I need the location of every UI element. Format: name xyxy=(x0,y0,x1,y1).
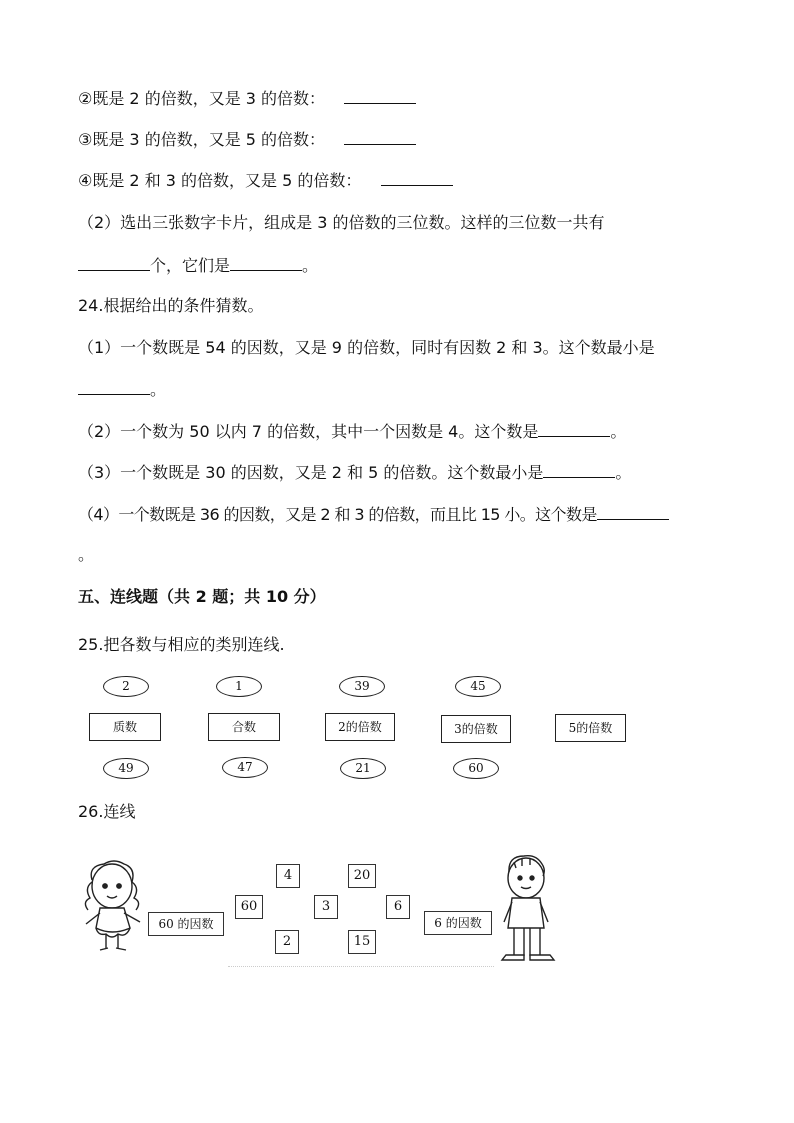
boy-illustration xyxy=(496,852,560,968)
q23-line-4 xyxy=(78,169,453,192)
answer-blank[interactable] xyxy=(78,378,150,395)
period: 。 xyxy=(78,545,95,564)
q26-title xyxy=(78,801,135,823)
q23-3-text: ③既是 3 的倍数，又是 5 的倍数： xyxy=(78,130,326,149)
q23-part2-cont xyxy=(78,254,318,277)
q24-3 xyxy=(78,461,631,484)
number-card[interactable]: 20 xyxy=(348,864,376,888)
section-5-heading xyxy=(78,586,326,608)
number-oval[interactable]: 39 xyxy=(339,676,385,697)
section-5-text: 五、连线题（共 2 题；共 10 分） xyxy=(78,587,326,606)
q23-2-text: ②既是 2 的倍数，又是 3 的倍数： xyxy=(78,89,326,108)
q23-line-3 xyxy=(78,128,416,151)
answer-blank[interactable] xyxy=(543,461,615,478)
number-card[interactable]: 4 xyxy=(276,864,300,888)
figure-baseline xyxy=(228,966,494,967)
label-60-factors[interactable]: 60 的因数 xyxy=(148,912,224,936)
q25-title-text: 25.把各数与相应的类别连线. xyxy=(78,635,285,654)
number-oval[interactable]: 45 xyxy=(455,676,501,697)
category-box-multiple-of-2[interactable]: 2的倍数 xyxy=(325,713,395,741)
q23-line-2 xyxy=(78,87,416,110)
q23-part2-text: （2）选出三张数字卡片，组成是 3 的倍数的三位数。这样的三位数一共有 xyxy=(78,213,605,232)
number-card[interactable]: 15 xyxy=(348,930,376,954)
category-box-composite[interactable]: 合数 xyxy=(208,713,280,741)
q24-2 xyxy=(78,420,626,443)
q24-title-text: 24.根据给出的条件猜数。 xyxy=(78,296,264,315)
q24-2-text: （2）一个数为 50 以内 7 的倍数，其中一个因数是 4。这个数是 xyxy=(78,422,539,441)
period: 。 xyxy=(302,256,319,275)
category-box-multiple-of-5[interactable]: 5的倍数 xyxy=(555,714,626,742)
q24-1-cont xyxy=(78,378,166,401)
number-oval[interactable]: 2 xyxy=(103,676,149,697)
q23-part2-mid: 个，它们是 xyxy=(150,256,231,275)
q24-title xyxy=(78,295,263,317)
q24-4 xyxy=(78,503,669,526)
period: 。 xyxy=(615,463,632,482)
q23-4-text: ④既是 2 和 3 的倍数，又是 5 的倍数： xyxy=(78,171,362,190)
number-card[interactable]: 60 xyxy=(235,895,263,919)
number-oval[interactable]: 21 xyxy=(340,758,386,779)
answer-blank[interactable] xyxy=(344,87,416,104)
label-6-factors[interactable]: 6 的因数 xyxy=(424,911,492,935)
period: 。 xyxy=(610,422,627,441)
category-box-multiple-of-3[interactable]: 3的倍数 xyxy=(441,715,511,743)
category-box-prime[interactable]: 质数 xyxy=(89,713,161,741)
girl-illustration xyxy=(78,858,148,958)
q23-part2 xyxy=(78,212,605,234)
number-card[interactable]: 6 xyxy=(386,895,410,919)
q24-1 xyxy=(78,337,655,359)
q26-title-text: 26.连线 xyxy=(78,802,136,821)
number-oval[interactable]: 60 xyxy=(453,758,499,779)
number-card[interactable]: 2 xyxy=(275,930,299,954)
answer-blank[interactable] xyxy=(597,503,669,520)
number-oval[interactable]: 47 xyxy=(222,757,268,778)
answer-blank[interactable] xyxy=(78,254,150,271)
number-oval[interactable]: 49 xyxy=(103,758,149,779)
q24-4-cont xyxy=(78,544,94,566)
answer-blank[interactable] xyxy=(381,169,453,186)
answer-blank[interactable] xyxy=(230,254,302,271)
q24-3-text: （3）一个数既是 30 的因数，又是 2 和 5 的倍数。这个数最小是 xyxy=(78,463,544,482)
number-oval[interactable]: 1 xyxy=(216,676,262,697)
q24-1-text: （1）一个数既是 54 的因数，又是 9 的倍数，同时有因数 2 和 3。这个数最小是 xyxy=(78,338,655,357)
q24-4-text: （4）一个数既是 36 的因数，又是 2 和 3 的倍数，而且比 15 小。这个数是 xyxy=(78,505,597,524)
q25-title xyxy=(78,634,285,656)
answer-blank[interactable] xyxy=(344,128,416,145)
number-card[interactable]: 3 xyxy=(314,895,338,919)
answer-blank[interactable] xyxy=(538,420,610,437)
period: 。 xyxy=(150,380,167,399)
